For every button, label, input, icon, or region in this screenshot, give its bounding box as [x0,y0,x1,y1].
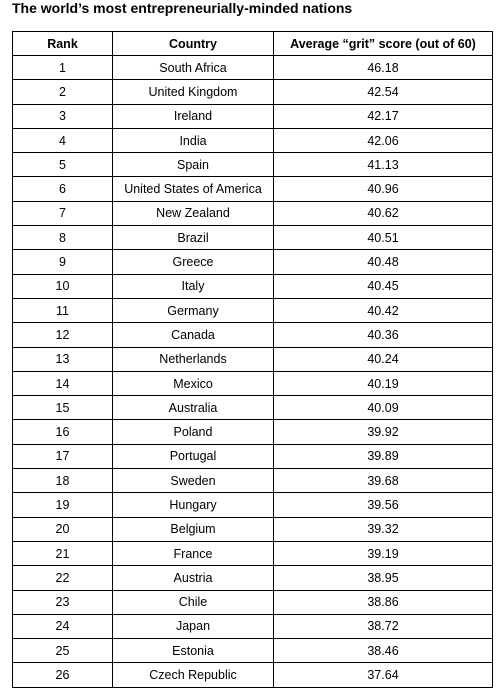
rank-cell: 2 [13,80,113,104]
table-body [13,56,493,688]
country-cell: Poland [113,420,274,444]
rank-cell: 5 [13,153,113,177]
score-cell: 38.46 [274,639,493,663]
country-cell: Austria [113,566,274,590]
country-cell: Hungary [113,493,274,517]
rank-cell: 26 [13,663,113,687]
rank-cell: 24 [13,614,113,638]
score-cell: 42.54 [274,80,493,104]
score-cell: 39.32 [274,517,493,541]
score-cell: 41.13 [274,153,493,177]
table-row [13,298,493,322]
table-row [13,663,493,687]
score-cell: 39.19 [274,541,493,565]
table-row [13,250,493,274]
table-row [13,614,493,638]
table-row [13,323,493,347]
score-cell: 42.06 [274,128,493,152]
country-cell: United Kingdom [113,80,274,104]
rank-cell: 13 [13,347,113,371]
rank-cell: 19 [13,493,113,517]
table-row [13,566,493,590]
country-cell: Portugal [113,444,274,468]
score-cell: 40.62 [274,201,493,225]
column-header-rank: Rank [13,32,113,56]
table-header-row [13,32,493,56]
column-header-score: Average “grit” score (out of 60) [274,32,493,56]
country-cell: Mexico [113,371,274,395]
table-row [13,274,493,298]
country-cell: Belgium [113,517,274,541]
rank-cell: 20 [13,517,113,541]
rank-cell: 15 [13,396,113,420]
score-cell: 38.72 [274,614,493,638]
country-cell: Greece [113,250,274,274]
score-cell: 40.96 [274,177,493,201]
table-row [13,104,493,128]
rank-cell: 7 [13,201,113,225]
rank-cell: 6 [13,177,113,201]
country-cell: Canada [113,323,274,347]
table-row [13,541,493,565]
score-cell: 40.48 [274,250,493,274]
table-row [13,469,493,493]
country-cell: Australia [113,396,274,420]
rank-cell: 22 [13,566,113,590]
table-row [13,371,493,395]
country-cell: Spain [113,153,274,177]
table-row [13,177,493,201]
country-cell: India [113,128,274,152]
score-cell: 40.42 [274,298,493,322]
rank-cell: 17 [13,444,113,468]
rank-cell: 12 [13,323,113,347]
score-cell: 37.64 [274,663,493,687]
country-cell: France [113,541,274,565]
rank-cell: 18 [13,469,113,493]
table-row [13,517,493,541]
score-cell: 40.45 [274,274,493,298]
table-row [13,420,493,444]
table-row [13,396,493,420]
score-cell: 40.19 [274,371,493,395]
rank-cell: 4 [13,128,113,152]
country-cell: Germany [113,298,274,322]
score-cell: 40.36 [274,323,493,347]
country-cell: Czech Republic [113,663,274,687]
country-cell: Chile [113,590,274,614]
table-row [13,226,493,250]
rank-cell: 3 [13,104,113,128]
grit-score-table [12,31,493,688]
country-cell: South Africa [113,56,274,80]
score-cell: 40.51 [274,226,493,250]
rank-cell: 10 [13,274,113,298]
score-cell: 40.09 [274,396,493,420]
rank-cell: 1 [13,56,113,80]
column-header-country: Country [113,32,274,56]
table-row [13,347,493,371]
table-row [13,639,493,663]
score-cell: 40.24 [274,347,493,371]
page-title: The world’s most entrepreneurially-minded nations [12,0,353,16]
table-row [13,153,493,177]
country-cell: New Zealand [113,201,274,225]
score-cell: 46.18 [274,56,493,80]
table-row [13,444,493,468]
rank-cell: 8 [13,226,113,250]
country-cell: Italy [113,274,274,298]
rank-cell: 9 [13,250,113,274]
country-cell: Netherlands [113,347,274,371]
table-row [13,128,493,152]
score-cell: 39.89 [274,444,493,468]
rank-cell: 21 [13,541,113,565]
country-cell: Brazil [113,226,274,250]
score-cell: 38.95 [274,566,493,590]
country-cell: United States of America [113,177,274,201]
country-cell: Sweden [113,469,274,493]
table-row [13,80,493,104]
score-cell: 39.56 [274,493,493,517]
table-row [13,201,493,225]
table-row [13,590,493,614]
table-row [13,56,493,80]
rank-cell: 16 [13,420,113,444]
score-cell: 39.68 [274,469,493,493]
rank-cell: 11 [13,298,113,322]
score-cell: 39.92 [274,420,493,444]
rank-cell: 23 [13,590,113,614]
country-cell: Japan [113,614,274,638]
score-cell: 38.86 [274,590,493,614]
country-cell: Estonia [113,639,274,663]
rank-cell: 14 [13,371,113,395]
table-row [13,493,493,517]
country-cell: Ireland [113,104,274,128]
score-cell: 42.17 [274,104,493,128]
rank-cell: 25 [13,639,113,663]
